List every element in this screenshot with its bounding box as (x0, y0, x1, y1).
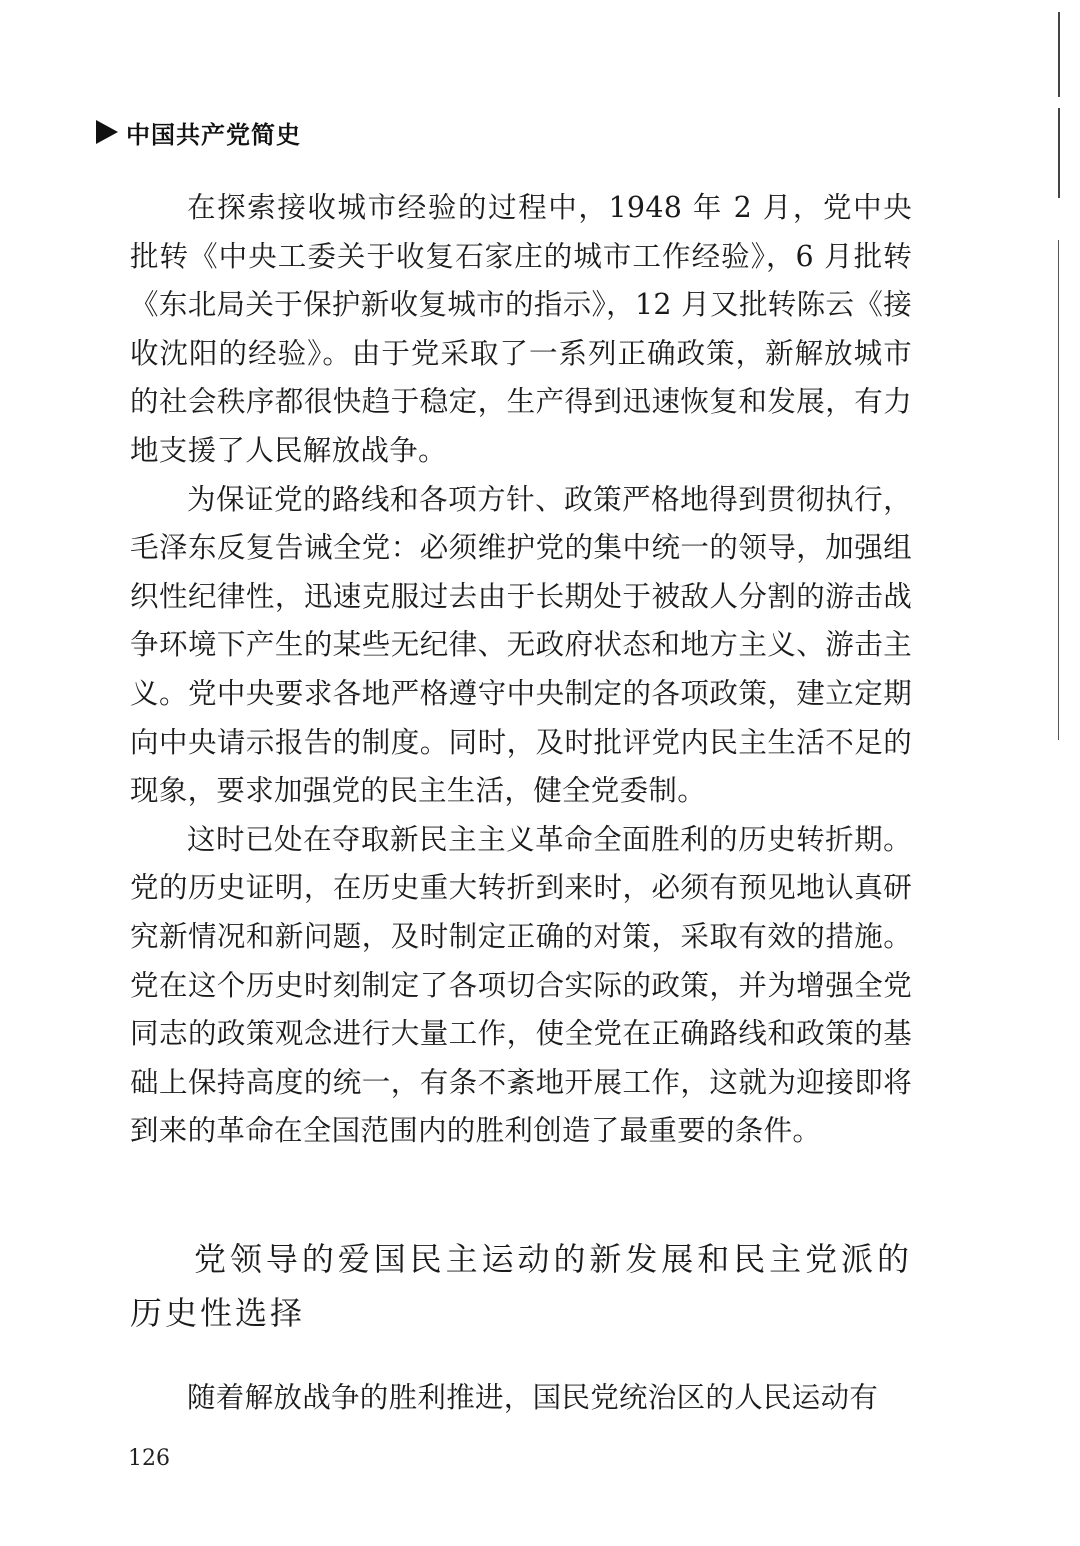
paragraph: 在探索接收城市经验的过程中，1948 年 2 月，党中央批转《中央工委关于收复石家庄的城市工作经验》，6 月批转《东北局关于保护新收复城市的指示》，12 月又批转陈云《接收沈阳的经验》。由于党采取了一系列正确政策，新解放城市的社会秩序都很快趋于稳定，生产得到迅速恢复和发展，有力地支援了人民解放战争。 (130, 191, 912, 467)
page-edge-line (1058, 12, 1060, 97)
running-header (96, 116, 301, 148)
page-edge-line (1058, 108, 1060, 198)
page-number: 126 (128, 1446, 170, 1471)
paragraph: 这时已处在夺取新民主主义革命全面胜利的历史转折期。党的历史证明，在历史重大转折到来时，必须有预见地认真研究新情况和新问题，及时制定正确的对策，采取有效的措施。党在这个历史时刻制定了各项切合实际的政策，并为增强全党同志的政策观念进行大量工作，使全党在正确路线和政策的基础上保持高度的统一，有条不紊地开展工作，这就为迎接即将到来的革命在全国范围内的胜利创造了最重要的条件。 (130, 822, 912, 1148)
triangle-right-icon (96, 120, 118, 144)
paragraph: 随着解放战争的胜利推进，国民党统治区的人民运动有 (187, 1381, 879, 1414)
body-text (130, 184, 912, 1156)
section-body (130, 1374, 912, 1423)
paragraph: 为保证党的路线和各项方针、政策严格地得到贯彻执行，毛泽东反复告诫全党：必须维护党的集中统一的领导，加强组织性纪律性，迅速克服过去由于长期处于被敌人分割的游击战争环境下产生的某些无纪律、无政府状态和地方主义、游击主义。党中央要求各地严格遵守中央制定的各项政策，建立定期向中央请示报告的制度。同时，及时批评党内民主生活不足的现象，要求加强党的民主生活，健全党委制。 (130, 482, 912, 808)
section-heading: 党领导的爱国民主运动的新发展和民主党派的历史性选择 (130, 1240, 912, 1332)
book-title: 中国共产党简史 (126, 120, 301, 149)
page-edge-line (1058, 240, 1059, 740)
